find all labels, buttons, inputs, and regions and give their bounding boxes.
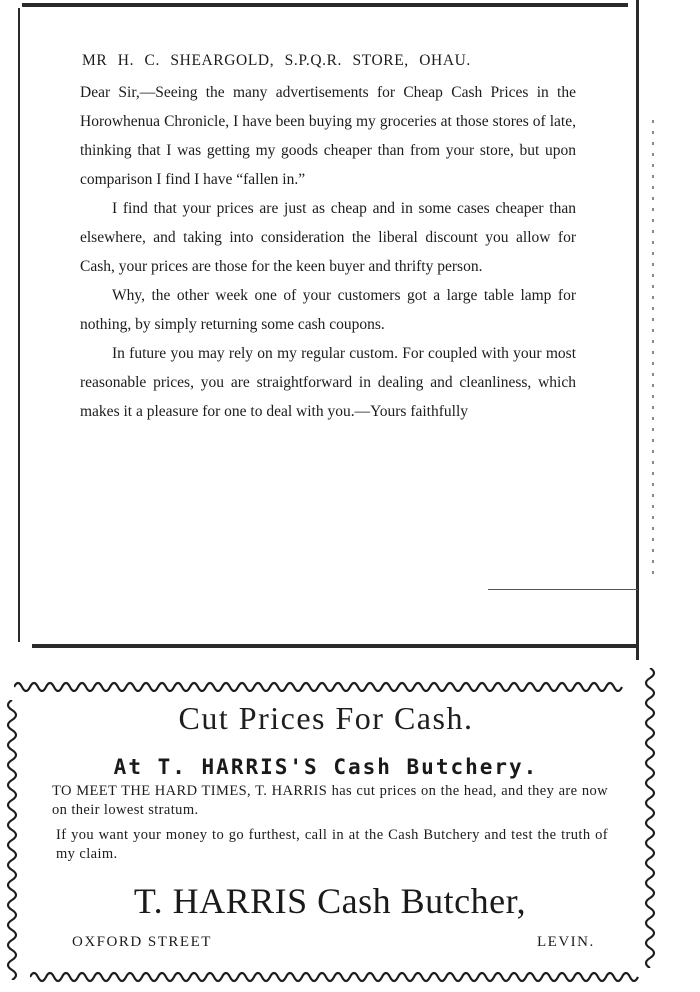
ad-subheading: At T. HARRIS'S Cash Butchery. xyxy=(113,755,539,779)
letter-paragraph-1: Dear Sir,—Seeing the many advertisements for Cheap Cash Prices in the Horowhenua Chronicle, I have been buying my groceries at those stores of late, thinking that I was getting my goods cheaper than from your store, but upon comparison I find I have “fallen in.” xyxy=(80,84,576,188)
letter-address: MR H. C. SHEARGOLD, S.P.Q.R. STORE, OHAU. xyxy=(82,52,471,69)
ad-town: LEVIN. xyxy=(537,934,595,950)
letter-paragraph-3: Why, the other week one of your customers got a large table lamp for nothing, by simply returning some cash coupons. xyxy=(80,287,576,333)
ad-headline: Cut Prices For Cash. xyxy=(178,700,474,736)
testimonial-letter xyxy=(80,52,576,426)
letter-box-left-border xyxy=(18,8,20,642)
signature-line xyxy=(488,589,638,590)
letter-box-bottom-border xyxy=(32,644,636,648)
letter-paragraph-4: In future you may rely on my regular custom. For coupled with your most reasonable prices, you are straightforward in dealing and cleanliness, which makes it a pleasure for one to deal with you.—Yours faithfully xyxy=(80,345,576,420)
ad-border-top xyxy=(14,676,626,698)
ad-body-first: TO MEET THE HARD TIMES, T. HARRIS has cut prices on the head, and they are now on their lowest stratum. xyxy=(52,783,608,818)
ad-street: OXFORD STREET xyxy=(72,934,212,950)
ad-signature: T. HARRIS Cash Butcher, xyxy=(133,881,527,921)
ad-border-bottom xyxy=(30,966,642,988)
margin-stipple xyxy=(652,120,654,580)
ad-body-second: If you want your money to go furthest, call in at the Cash Butchery and test the truth of my claim. xyxy=(56,827,608,862)
letter-box-right-border xyxy=(636,0,639,660)
top-rule xyxy=(22,3,628,7)
letter-paragraph-2: I find that your prices are just as cheap and in some cases cheaper than elsewhere, and taking into consideration the liberal discount you allow for Cash, your prices are those for the keen buyer and thrifty person. xyxy=(80,200,576,275)
ad-border-left xyxy=(2,700,22,980)
